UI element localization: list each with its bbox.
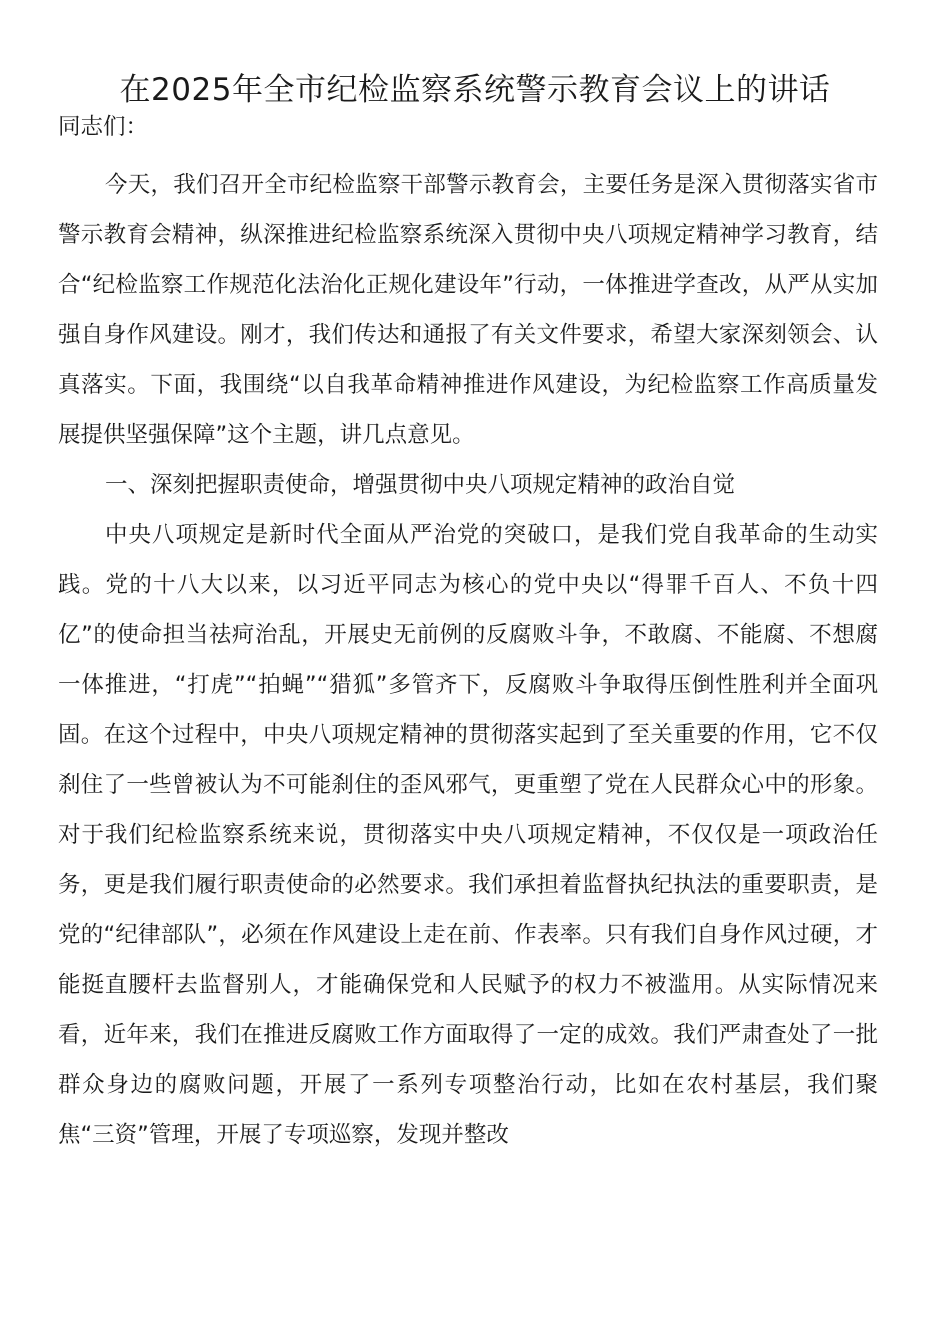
section-paragraph: 中央八项规定是新时代全面从严治党的突破口，是我们党自我革命的生动实践。党的十八大以来，以习近平同志为核心的党中央以“得罪千百人、不负十四亿”的使命担当祛疴治乱，开展史无前例的反腐败斗争，不敢腐、不能腐、不想腐一体推进，“打虎”“拍蝇”“猎狐”多管齐下，反腐败斗争取得压倒性胜利并全面巩固。在这个过程中，中央八项规定精神的贯彻落实起到了至关重要的作用，它不仅刹住了一些曾被认为不可能刹住的歪风邪气，更重塑了党在人民群众心中的形象。对于我们纪检监察系统来说，贯彻落实中央八项规定精神，不仅仅是一项政治任务，更是我们履行职责使命的必然要求。我们承担着监督执纪执法的重要职责，是党的“纪律部队”，必须在作风建设上走在前、作表率。只有我们自身作风过硬，才能挺直腰杆去监督别人，才能确保党和人民赋予的权力不被滥用。从实际情况来看，近年来，我们在推进反腐败工作方面取得了一定的成效。我们严肃查处了一批群众身边的腐败问题，开展了一系列专项整治行动，比如在农村基层，我们聚焦“三资”管理，开展了专项巡察，发现并整改: [58, 522, 878, 1148]
document-title: 在2025年全市纪检监察系统警示教育会议上的讲话: [119, 72, 831, 108]
section-heading: 一、深刻把握职责使命，增强贯彻中央八项规定精神的政治自觉: [105, 472, 736, 498]
salutation: 同志们：: [58, 114, 149, 140]
intro-paragraph: 今天，我们召开全市纪检监察干部警示教育会，主要任务是深入贯彻落实省市警示教育会精神，纵深推进纪检监察系统深入贯彻中央八项规定精神学习教育，结合“纪检监察工作规范化法治化正规化建设年”行动，一体推进学查改，从严从实加强自身作风建设。刚才，我们传达和通报了有关文件要求，希望大家深刻领会、认真落实。下面，我围绕“以自我革命精神推进作风建设，为纪检监察工作高质量发展提供坚强保障”这个主题，讲几点意见。: [58, 172, 878, 448]
